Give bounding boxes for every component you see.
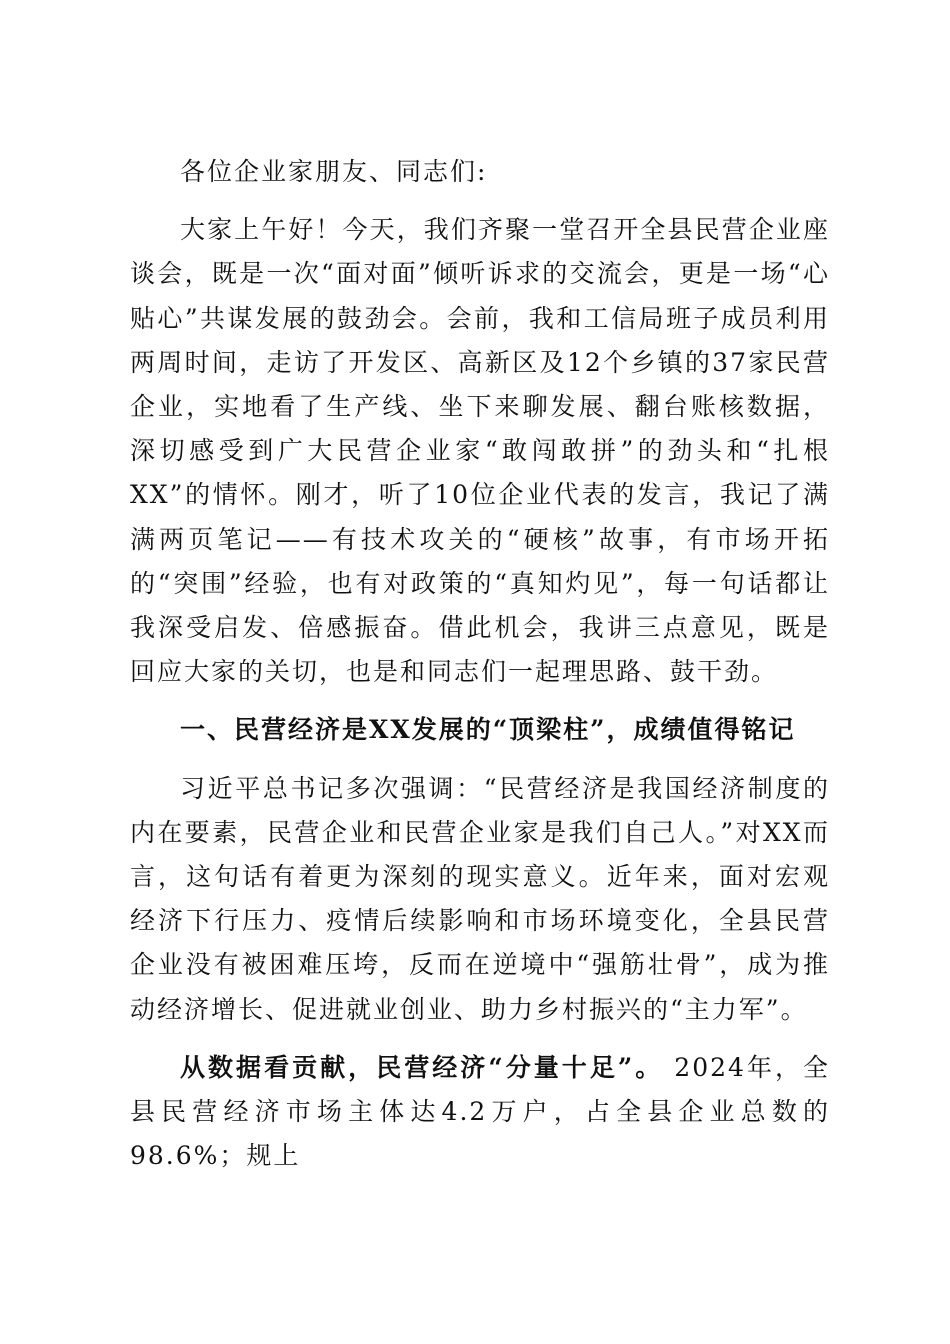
salutation: 各位企业家朋友、同志们:	[180, 157, 488, 186]
document-body	[130, 150, 830, 1192]
opening-paragraph: 大家上午好！今天，我们齐聚一堂召开全县民营企业座谈会，既是一次“面对面”倾听诉求的交流会，更是一场“心贴心”共谋发展的鼓劲会。会前，我和工信局班子成员利用两周时间，走访了开发区、高新区及12个乡镇的37家民营企业，实地看了生产线、坐下来聊发展、翻台账核数据，深切感受到广大民营企业家“敢闯敢拼”的劲头和“扎根XX”的情怀。刚才，听了10位企业代表的发言，我记了满满两页笔记——有技术攻关的“硬核”故事，有市场开拓的“突围”经验，也有对政策的“真知灼见”，每一句话都让我深受启发、倍感振奋。借此机会，我讲三点意见，既是回应大家的关切，也是和同志们一起理思路、鼓干劲。	[130, 215, 830, 687]
section-heading-1: 一、民营经济是XX发展的“顶梁柱”，成绩值得铭记	[180, 715, 796, 745]
data-paragraph-body: 2024年，全县民营经济市场主体达4.2万户，占全县企业总数的98.6%；规上	[130, 1052, 831, 1171]
data-paragraph-lead: 从数据看贡献，民营经济“分量十足”。	[180, 1052, 664, 1082]
data-paragraph	[130, 1046, 830, 1179]
section1-paragraph: 习近平总书记多次强调：“民营经济是我国经济制度的内在要素，民营企业和民营企业家是我们自己人。”对XX而言，这句话有着更为深刻的现实意义。近年来，面对宏观经济下行压力、疫情后续影响和市场环境变化，全县民营企业没有被困难压垮，反而在逆境中“强筋壮骨”，成为推动经济增长、促进就业创业、助力乡村振兴的“主力军”。	[130, 773, 830, 1024]
